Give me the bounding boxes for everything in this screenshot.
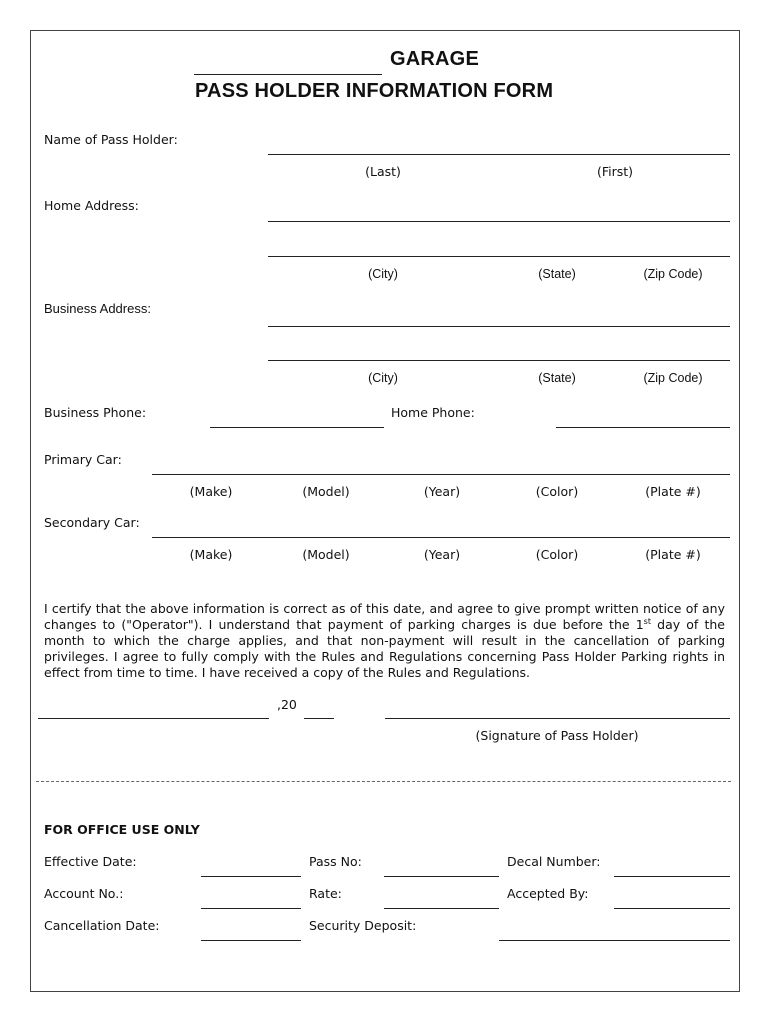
- secondary-make-caption: (Make): [189, 547, 233, 562]
- form-title: PASS HOLDER INFORMATION FORM: [195, 80, 554, 102]
- certification-part-2: day of the month to which the charge applies, and that non-payment will result in the cancellation of parking privileges. I agree to fully comply with the Rules and Regulations concerning Pass Holder Parking rights in effect from time to time. I have received a copy of the Rules and Regulations.: [44, 617, 725, 680]
- home-state-caption: (State): [538, 267, 576, 281]
- decal-number-line[interactable]: [614, 876, 730, 877]
- business-phone-label: Business Phone:: [44, 405, 147, 420]
- primary-color-caption: (Color): [535, 484, 579, 499]
- decal-number-label: Decal Number:: [507, 854, 601, 869]
- primary-year-caption: (Year): [423, 484, 461, 499]
- home-phone-line[interactable]: [556, 427, 730, 428]
- secondary-model-caption: (Model): [302, 547, 350, 562]
- secondary-car-label: Secondary Car:: [44, 515, 140, 530]
- home-address-line-1[interactable]: [268, 221, 730, 222]
- business-address-line-1[interactable]: [268, 326, 730, 327]
- signature-line[interactable]: [385, 718, 730, 719]
- primary-make-caption: (Make): [189, 484, 233, 499]
- primary-plate-caption: (Plate #): [645, 484, 701, 499]
- last-caption: (Last): [365, 164, 401, 179]
- cancellation-date-line[interactable]: [201, 940, 301, 941]
- account-no-label: Account No.:: [44, 886, 124, 901]
- office-divider: [36, 781, 731, 782]
- year-prefix: ,20: [277, 697, 297, 712]
- business-zip-caption: (Zip Code): [643, 371, 703, 385]
- business-phone-line[interactable]: [210, 427, 384, 428]
- certification-part-1: I certify that the above information is correct as of this date, and agree to give prompt written notice of any changes to ("Operator"). I understand that payment of parking charges is due before the 1: [44, 601, 725, 632]
- accepted-by-line[interactable]: [614, 908, 730, 909]
- business-city-caption: (City): [368, 371, 398, 385]
- business-state-caption: (State): [538, 371, 576, 385]
- pass-no-label: Pass No:: [309, 854, 362, 869]
- secondary-plate-caption: (Plate #): [645, 547, 701, 562]
- secondary-car-line[interactable]: [152, 537, 730, 538]
- first-caption: (First): [596, 164, 634, 179]
- garage-name-line[interactable]: [194, 74, 382, 75]
- primary-car-line[interactable]: [152, 474, 730, 475]
- business-address-line-2[interactable]: [268, 360, 730, 361]
- pass-no-line[interactable]: [384, 876, 499, 877]
- account-no-line[interactable]: [201, 908, 301, 909]
- rate-label: Rate:: [309, 886, 342, 901]
- primary-car-label: Primary Car:: [44, 452, 122, 467]
- home-phone-label: Home Phone:: [391, 405, 475, 420]
- date-line[interactable]: [38, 718, 269, 719]
- year-line[interactable]: [304, 718, 334, 719]
- name-label: Name of Pass Holder:: [44, 132, 178, 147]
- primary-model-caption: (Model): [302, 484, 350, 499]
- home-zip-caption: (Zip Code): [643, 267, 703, 281]
- garage-heading: GARAGE: [390, 48, 479, 70]
- business-address-label: Business Address:: [44, 301, 151, 316]
- effective-date-line[interactable]: [201, 876, 301, 877]
- office-use-heading: FOR OFFICE USE ONLY: [44, 822, 200, 837]
- certification-text: [44, 601, 725, 681]
- home-city-caption: (City): [368, 267, 398, 281]
- secondary-year-caption: (Year): [423, 547, 461, 562]
- signature-caption: (Signature of Pass Holder): [475, 728, 639, 743]
- home-address-label: Home Address:: [44, 198, 139, 213]
- cancellation-date-label: Cancellation Date:: [44, 918, 160, 933]
- secondary-color-caption: (Color): [535, 547, 579, 562]
- rate-line[interactable]: [384, 908, 499, 909]
- security-deposit-label: Security Deposit:: [309, 918, 417, 933]
- certification-superscript: st: [643, 616, 651, 626]
- security-deposit-line[interactable]: [499, 940, 730, 941]
- home-address-line-2[interactable]: [268, 256, 730, 257]
- effective-date-label: Effective Date:: [44, 854, 137, 869]
- name-line[interactable]: [268, 154, 730, 155]
- accepted-by-label: Accepted By:: [507, 886, 589, 901]
